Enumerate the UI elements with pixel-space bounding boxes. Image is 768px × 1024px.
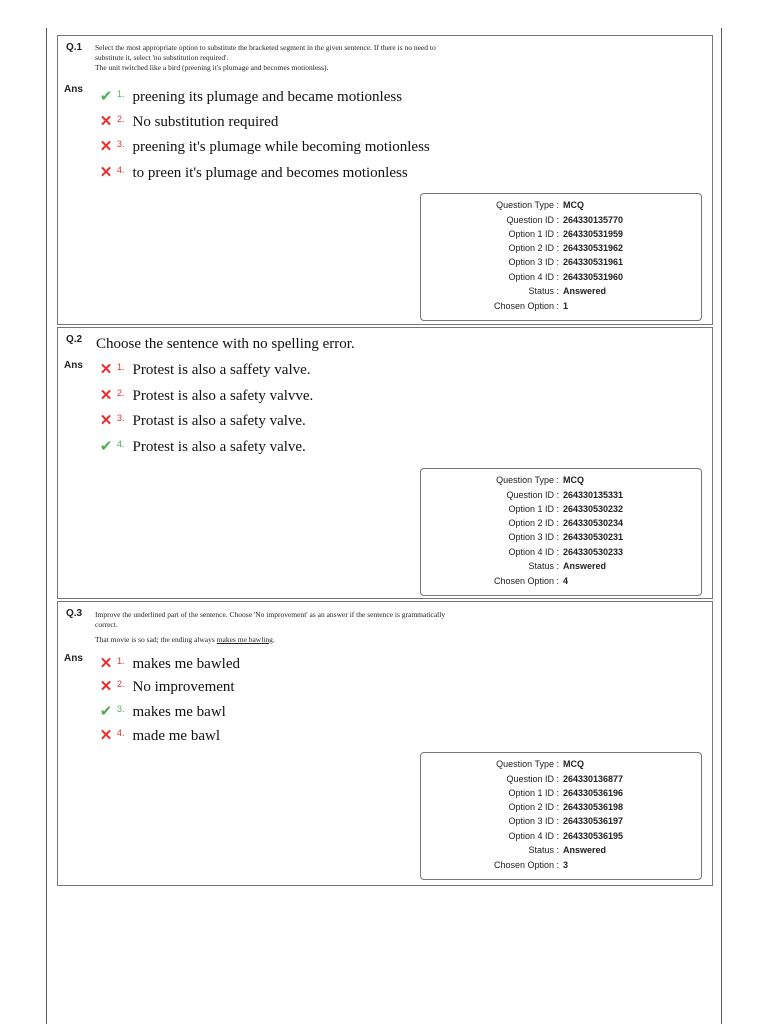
info-value: 264330536196 — [563, 788, 624, 798]
option-3 — [98, 136, 430, 158]
info-value: 264330531961 — [563, 257, 624, 267]
info-value: 264330135770 — [563, 215, 624, 225]
info-value: 264330531960 — [563, 272, 624, 282]
info-label: Option 3 ID : — [508, 532, 559, 542]
option-3 — [98, 701, 226, 723]
info-label: Option 4 ID : — [508, 272, 559, 282]
question-number: Q.2 — [66, 334, 83, 345]
info-value: 264330530234 — [563, 518, 624, 528]
option-text: to preen it's plumage and becomes motionless — [132, 164, 408, 181]
question-block-2 — [57, 327, 713, 599]
question-number: Q.3 — [66, 608, 83, 619]
option-text: No improvement — [132, 678, 235, 695]
info-value: 264330531962 — [563, 243, 624, 253]
question-text-line: The unit twitched like a bird (preening it's plumage and becomes motionless). — [95, 63, 329, 72]
question-block-1 — [57, 35, 713, 325]
cross-icon: ✕ — [99, 164, 113, 181]
question-text-line: substitute it, select 'no substitution required'. — [95, 53, 229, 62]
question-text-line: correct. — [95, 620, 118, 629]
option-1 — [98, 86, 402, 108]
option-2 — [98, 385, 313, 407]
check-icon: ✔ — [99, 88, 113, 105]
info-label: Option 4 ID : — [508, 547, 559, 557]
info-label: Chosen Option : — [493, 301, 559, 311]
option-text: preening its plumage and became motionless — [132, 88, 403, 105]
info-label: Option 1 ID : — [508, 788, 559, 798]
info-label: Option 2 ID : — [508, 802, 559, 812]
question-text — [95, 43, 535, 73]
info-label: Question ID : — [506, 774, 559, 784]
info-value: 264330136877 — [563, 774, 624, 784]
option-text: makes me bawled — [132, 655, 240, 672]
info-value: MCQ — [563, 759, 584, 769]
info-label: Option 2 ID : — [508, 243, 559, 253]
question-sentence — [95, 635, 535, 645]
info-label: Question Type : — [496, 475, 559, 485]
question-text-line: Improve the underlined part of the sentence. Choose 'No improvement' as an answer if the sentence is grammatically — [95, 610, 446, 619]
option-number: 4. — [117, 439, 125, 449]
question-block-3 — [57, 601, 713, 886]
info-label: Question ID : — [506, 215, 559, 225]
answer-label: Ans — [64, 84, 83, 95]
option-number: 1. — [117, 656, 125, 666]
info-label: Question Type : — [496, 200, 559, 210]
info-label: Chosen Option : — [493, 576, 559, 586]
option-number: 4. — [117, 165, 125, 175]
info-label: Question Type : — [496, 759, 559, 769]
underlined-segment: makes me bawling — [216, 635, 273, 644]
option-number: 4. — [117, 728, 125, 738]
question-info-box — [420, 193, 702, 321]
info-label: Option 3 ID : — [508, 257, 559, 267]
info-value: Answered — [563, 286, 607, 296]
question-info-box — [420, 752, 702, 880]
info-value: 264330531959 — [563, 229, 624, 239]
option-1 — [98, 653, 240, 675]
cross-icon: ✕ — [99, 361, 113, 378]
question-text — [95, 610, 535, 645]
option-number: 1. — [117, 89, 125, 99]
option-2 — [98, 676, 235, 698]
question-info-box — [420, 468, 702, 596]
info-value: 264330530232 — [563, 504, 624, 514]
info-label: Question ID : — [506, 490, 559, 500]
info-value: 264330536195 — [563, 831, 624, 841]
info-value: 264330536198 — [563, 802, 624, 812]
option-2 — [98, 111, 278, 133]
option-number: 1. — [117, 362, 125, 372]
option-text: Protest is also a saffety valve. — [132, 361, 311, 378]
option-1 — [98, 359, 311, 381]
info-value: 264330536197 — [563, 816, 624, 826]
option-text: Protest is also a safety valvve. — [132, 387, 314, 404]
option-number: 3. — [117, 139, 125, 149]
cross-icon: ✕ — [99, 727, 113, 744]
answer-label: Ans — [64, 360, 83, 371]
info-label: Chosen Option : — [493, 860, 559, 870]
option-text: made me bawl — [132, 727, 220, 744]
info-value: MCQ — [563, 475, 584, 485]
info-value: 264330530231 — [563, 532, 624, 542]
question-text: Choose the sentence with no spelling error. — [96, 336, 355, 352]
option-text: preening it's plumage while becoming motionless — [132, 138, 430, 155]
cross-icon: ✕ — [99, 113, 113, 130]
question-text-line: Select the most appropriate option to substitute the bracketed segment in the given sentence. If there is no need to — [95, 43, 436, 52]
cross-icon: ✕ — [99, 412, 113, 429]
info-label: Status : — [528, 561, 559, 571]
option-text: Protast is also a safety valve. — [132, 412, 306, 429]
info-label: Status : — [528, 845, 559, 855]
cross-icon: ✕ — [99, 678, 113, 695]
answer-label: Ans — [64, 653, 83, 664]
check-icon: ✔ — [99, 438, 113, 455]
sentence-text: That movie is so sad; the ending always — [95, 635, 217, 644]
info-value: 264330135331 — [563, 490, 624, 500]
option-4 — [98, 725, 220, 747]
info-value: Answered — [563, 561, 607, 571]
option-text: Protest is also a safety valve. — [132, 438, 306, 455]
option-number: 2. — [117, 679, 125, 689]
info-value: 3 — [563, 860, 569, 870]
info-label: Option 1 ID : — [508, 504, 559, 514]
option-text: makes me bawl — [132, 703, 226, 720]
info-label: Option 2 ID : — [508, 518, 559, 528]
option-number: 2. — [117, 114, 125, 124]
info-label: Option 1 ID : — [508, 229, 559, 239]
option-3 — [98, 410, 306, 432]
question-number: Q.1 — [66, 42, 83, 53]
option-4 — [98, 162, 408, 184]
option-text: No substitution required — [132, 113, 279, 130]
sentence-text: . — [272, 635, 275, 644]
info-value: 1 — [563, 301, 569, 311]
option-number: 3. — [117, 704, 125, 714]
cross-icon: ✕ — [99, 655, 113, 672]
option-4 — [98, 436, 306, 458]
check-icon: ✔ — [99, 703, 113, 720]
info-value: 264330530233 — [563, 547, 624, 557]
info-label: Option 3 ID : — [508, 816, 559, 826]
info-value: 4 — [563, 576, 569, 586]
option-number: 3. — [117, 413, 125, 423]
cross-icon: ✕ — [99, 387, 113, 404]
info-value: Answered — [563, 845, 607, 855]
info-value: MCQ — [563, 200, 584, 210]
info-label: Option 4 ID : — [508, 831, 559, 841]
info-label: Status : — [528, 286, 559, 296]
cross-icon: ✕ — [99, 138, 113, 155]
option-number: 2. — [117, 388, 125, 398]
